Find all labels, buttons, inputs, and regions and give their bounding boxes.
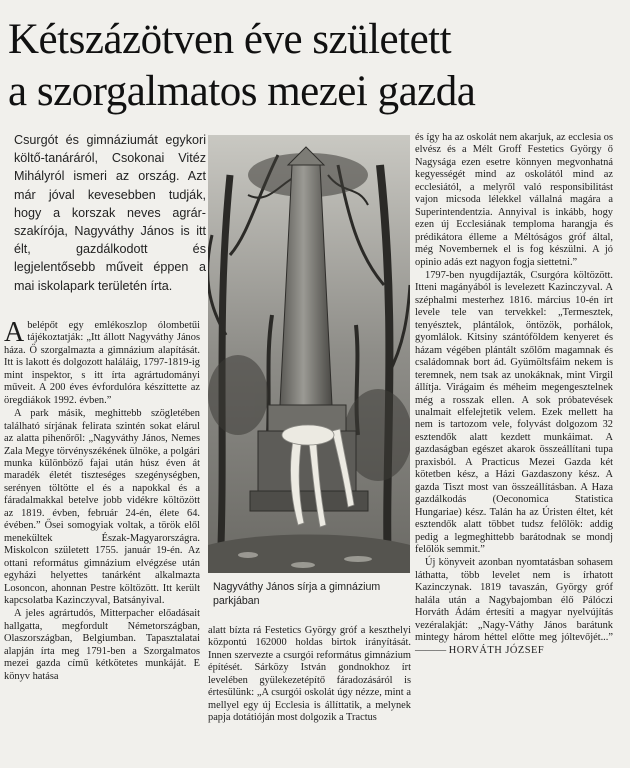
- left-paragraph-2: A park másik, meghittebb szögletében található sírjának felirata szintén sokat elárul az alatta pihenőről: „Nagyváthy János, Nemes Zala Megye törvényszékének ülnöke, a polgári munka különböző fajai után húsz éven át maradék életét tiszteséges szegénységben, serényen töltötte el és a napokkal és a fáradalmakkal betelve jobb vidékre költözött az 1819. évben, február 24-én, élete 64. évében.” Ősei somogyiak voltak, a török elől menekültek Észak-Magyarországra. Miskolcon született 1755. január 19-én. Az ottani református gimnázium elvégzése után egyházi helyettes tanárként alkalmazta Losoncon, ahonnan Pestre költözött. Itt került kapcsolatba Kazinczyval, Batsányival.: [4, 408, 200, 606]
- right-paragraph-3: [415, 557, 613, 657]
- article-headline: [8, 14, 528, 118]
- photo-caption: Nagyváthy János sírja a gimnázium parkjában: [213, 581, 381, 607]
- right-column: [415, 132, 613, 657]
- left-paragraph-1: [4, 317, 200, 407]
- right-paragraph-3-text: Új könyveit azonban nyomtatásban sohasem láthatta, több levelet nem is írhatott Kazinczynak. 1819 tavaszán, György gróf halála után a Nagybajomban élő Pálóczi Horváth Ádám értesíti a magyar nyelvújítás vezéralakját: „Nagy-Váthy János barátunk mintegy három héttel előtte meg jóltevőjét...”: [415, 557, 613, 644]
- grave-photo: [208, 135, 410, 573]
- left-paragraph-3: A jeles agrártudós, Mitterpacher előadásait hallgatta, megfordult Németországban, Olaszországban, Belgiumban. Tapasztalatai alapján írta meg 1791-ben a Szorgalmatos mezei gazda című kétkötetes munkáját. E könyv hatása: [4, 608, 200, 682]
- middle-paragraph-1: alatt bízta rá Festetics György gróf a keszthelyi központú 162000 holdas birtok irányítását. Innen szervezte a csurgói református gimnázium építését. Sárközy István gondnokhoz írt levelében gyülekezetépítő fáradozásáról is értesülünk: „A csurgói oskolát úgy nézze, mint a mellyel egy új Ecclesia is állíttatik, a melynek papja dotátióján most dolgozik a Tractus: [208, 625, 411, 724]
- headline-line-2: a szorgalmatos mezei gazda: [8, 68, 476, 115]
- author-signature: HORVÁTH JÓZSEF: [448, 644, 545, 656]
- middle-column: [208, 625, 411, 725]
- obelisk-illustration: [208, 135, 410, 573]
- left-column: [4, 317, 200, 683]
- headline-line-1: Kétszázötven éve született: [8, 16, 452, 63]
- drop-cap: A: [4, 317, 25, 348]
- article-lead: Csurgót és gimnáziumát egykori költő-tanáráról, Csokonai Vitéz Mihályról ismeri az ország. Azt már jóval kevesebben tudják, hogy a korszak neves agrár-szakírója, Nagyváthy János is itt élt, gazdálkodott és legjelentősebb műveit éppen a mai iskolapark területén írta.: [14, 133, 206, 293]
- right-paragraph-2: 1797-ben nyugdíjazták, Csurgóra költözött. Itteni magányából is levelezett Kazinczyval. A széphalmi mesterhez 1816. március 10-én írt levele tele van tervekkel: „Termesztek, tenyésztek, plántálok, öntözök, porhálok, gyomlálok. Kitsiny szántóföldem kenyeret és házam végében plántált szőlőm magamnak és családomnak bort ád. Gyümöltsfáim nekem is teremnek, nem tsak az unokáknak, mint Virgil állítja. Virágaim és méheim megengesztelnek még a rosszak ellen. A sok próbatevések unalmait elfelejtetik velem. Ezek mellett ha nem is tartozom vele, folyvást dolgozom 32 esztendők alatt kezdett munkáimat. A gazdaságban egészet akarok összeállítani tupa praxisból. A Practicus Mezei Gazda két kötetben kész, a Házi Gazdaszony kész. A gazda Tiszt most van összeállításban. A Haza gazdálkodás (Oeconomica Statistica Hungariae) kész. Talán ha az Úristen éltet, két esztendők alatt többet tudsz felőlök: addig pedig a legmeghittebb barátodnak se mondj felőlök semmit.”: [415, 269, 613, 555]
- signature-dash: ———: [415, 644, 447, 656]
- left-paragraph-1-text: belépőt egy emlékoszlop ólombetűi tájékoztatják: „Itt állott Nagyváthy János háza. Ő szorgalmazta a gimnázium alapítását. Itt is lakott és dolgozott haláláig, 1797-1819-ig mint inspektor, s itt írta agrártudományi műveit. A 200 éves évfordulóra készíttette az öregdiákok 1992. évben.”: [4, 320, 200, 406]
- right-paragraph-1: és így ha az oskolát nem akarjuk, az ecclesia os elvész és a Mélt Groff Festetics György ő Nagysága ezen esetre könnyen megvonhatná kegyességét mind az oskolától mind az ecclesiától, a melyről való responsibilitást vajon micsoda lélekkel vállalná magára a Superintendentzia. Annyival is inkább, hogy ezen új Ecclesiának temploma harangja és prédikátora élleme a Méltóságos gróf által, még Novembernek el is fog készülni. A jó opinio adás ezt nagyon fogja siettetni.”: [415, 132, 613, 268]
